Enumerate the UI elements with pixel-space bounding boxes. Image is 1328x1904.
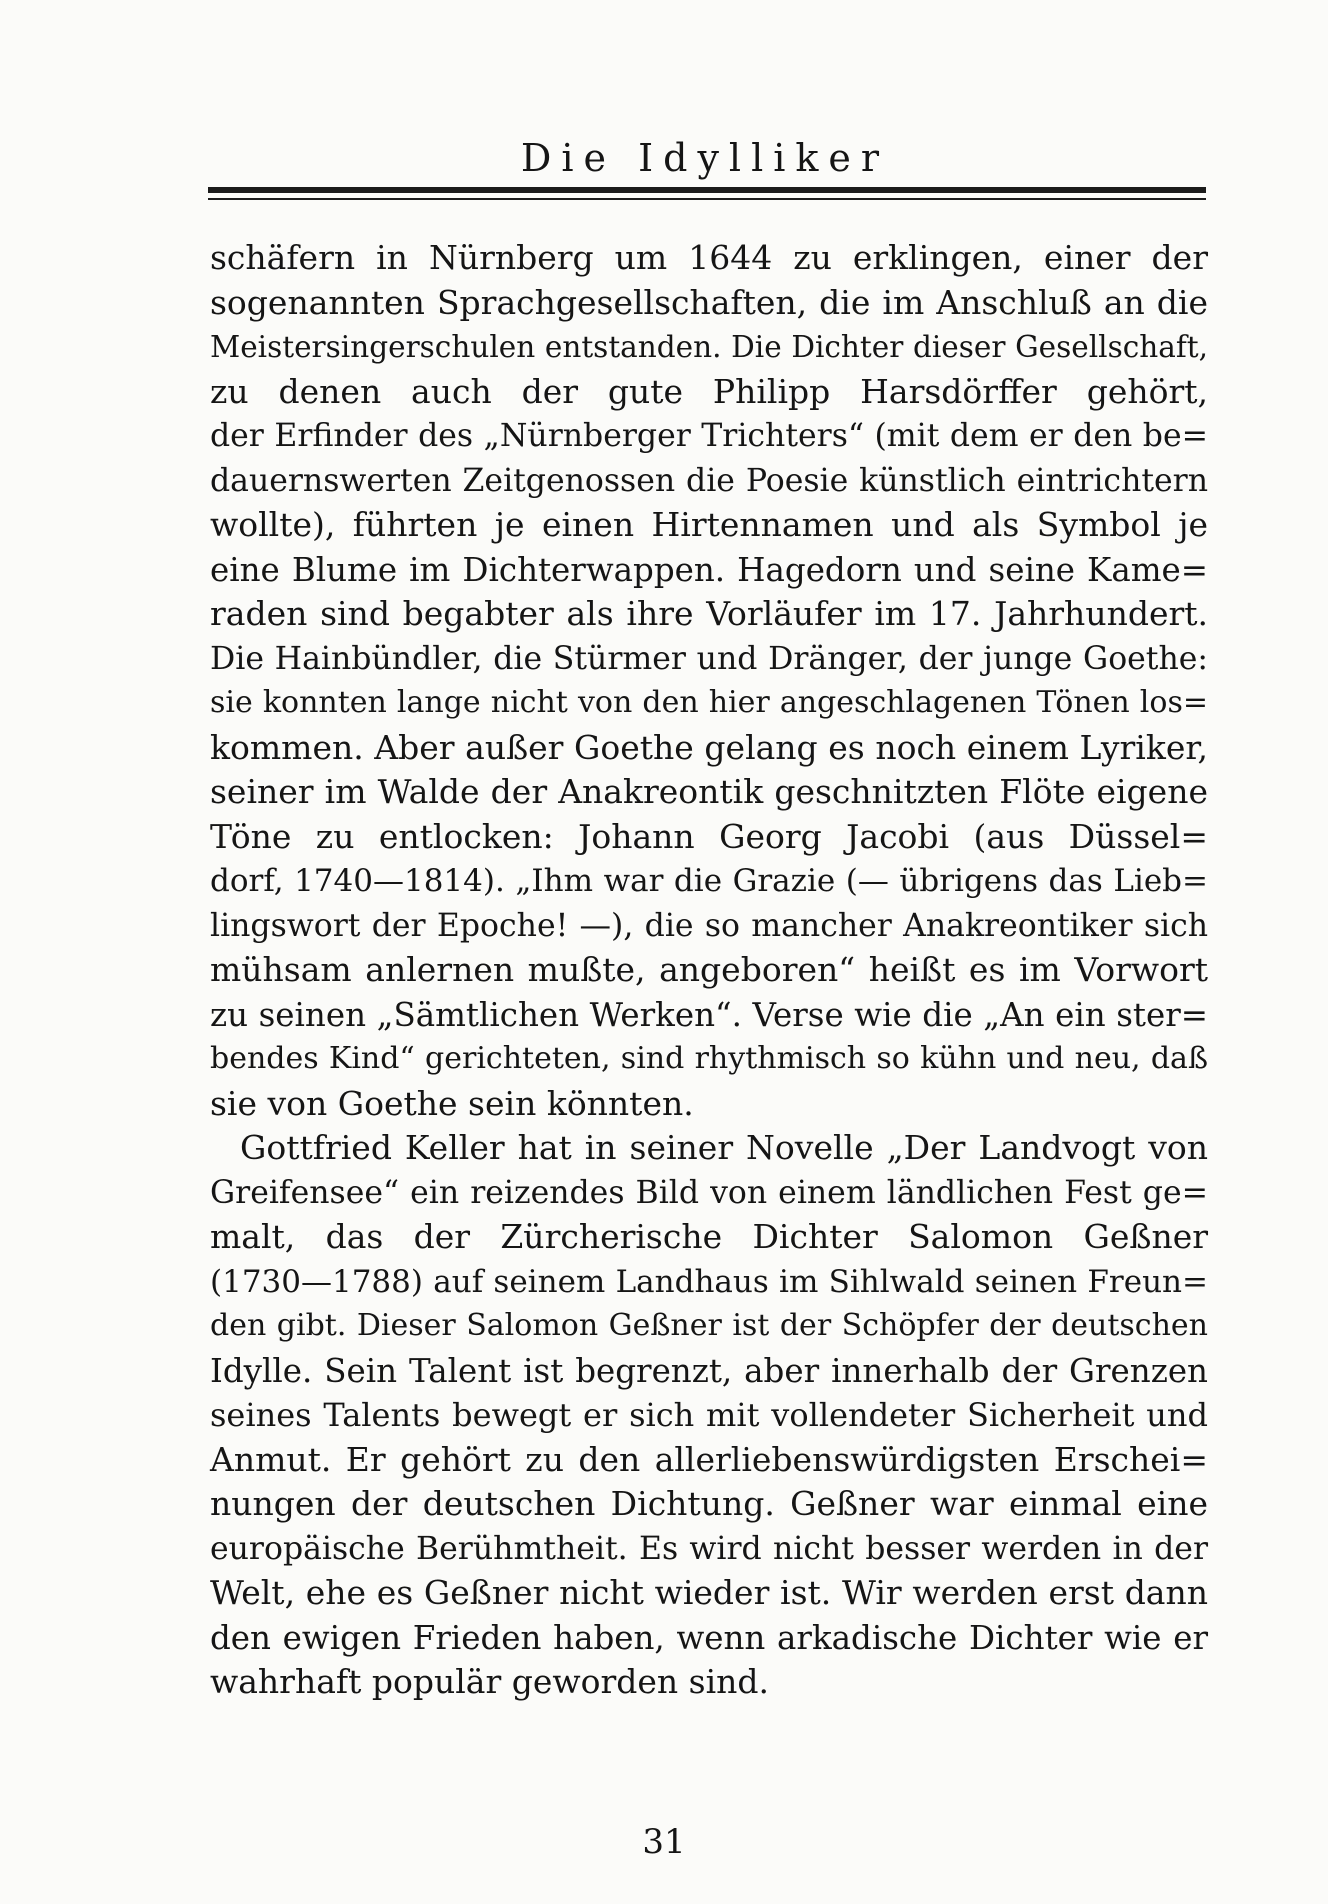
text-line: Töne zu entlocken: Johann Georg Jacobi (aus Düssel= <box>210 816 1208 856</box>
text-line: dauernswerten Zeitgenossen die Poesie künstlich eintrichtern <box>210 462 1208 499</box>
text-line: eine Blume im Dichterwappen. Hagedorn und seine Kame= <box>210 550 1208 589</box>
text-line: schäfern in Nürnberg um 1644 zu erklingen, einer der <box>210 238 1208 277</box>
header-rule-thin <box>208 198 1206 200</box>
text-line: wahrhaft populär geworden sind. <box>210 1662 770 1701</box>
text-line: bendes Kind“ gerichteten, sind rhythmisch so kühn und neu, daß <box>210 1041 1208 1076</box>
text-line: malt, das der Zürcherische Dichter Salomon Geßner <box>210 1217 1208 1256</box>
text-line: dorf, 1740—1814). „Ihm war die Grazie (— übrigens das Lieb= <box>210 863 1208 899</box>
body-text <box>210 236 1208 1705</box>
text-line: sie konnten lange nicht von den hier angeschlagenen Tönen los= <box>210 685 1208 720</box>
text-line: Idylle. Sein Talent ist begrenzt, aber innerhalb der Grenzen <box>210 1351 1208 1390</box>
text-line: raden sind begabter als ihre Vorläufer im 17. Jahrhundert. <box>210 594 1208 633</box>
text-line: zu denen auch der gute Philipp Harsdörffer gehört, <box>210 371 1208 411</box>
text-line: Meistersingerschulen entstanden. Die Dichter dieser Gesellschaft, <box>210 330 1208 364</box>
text-line: Gottfried Keller hat in seiner Novelle „Der Landvogt von <box>240 1128 1208 1167</box>
running-header-title: Die Idylliker <box>520 136 890 180</box>
text-line: zu seinen „Sämtlichen Werken“. Verse wie die „An ein ster= <box>210 995 1208 1034</box>
text-line: mühsam anlernen mußte, angeboren“ heißt es im Vorwort <box>210 950 1208 989</box>
paragraph <box>210 1126 1208 1705</box>
text-line: kommen. Aber außer Goethe gelang es noch einem Lyriker, <box>210 727 1208 767</box>
text-line: sie von Goethe sein könnten. <box>210 1083 694 1123</box>
text-line: seiner im Walde der Anakreontik geschnitzten Flöte eigene <box>210 772 1208 811</box>
text-line: nungen der deutschen Dichtung. Geßner war einmal eine <box>210 1484 1208 1523</box>
text-line: seines Talents bewegt er sich mit vollendeter Sicherheit und <box>210 1396 1208 1434</box>
page-number: 31 <box>642 1822 686 1862</box>
text-line: wollte), führten je einen Hirtennamen und als Symbol je <box>210 505 1208 544</box>
text-line: europäische Berühmtheit. Es wird nicht besser werden in der <box>210 1530 1208 1567</box>
text-line: lingswort der Epoche! —), die so mancher Anakreontiker sich <box>210 907 1208 944</box>
text-line: Die Hainbündler, die Stürmer und Dränger, der junge Goethe: <box>210 640 1208 677</box>
paragraph <box>210 236 1208 1126</box>
text-line: der Erfinder des „Nürnberger Trichters“ (mit dem er den be= <box>210 418 1208 454</box>
text-line: sogenannten Sprachgesellschaften, die im Anschluß an die <box>210 282 1208 322</box>
text-line: (1730—1788) auf seinem Landhaus im Sihlwald seinen Freun= <box>210 1263 1208 1300</box>
header-rule-thick <box>208 187 1206 193</box>
text-line: Anmut. Er gehört zu den allerliebenswürdigsten Erschei= <box>210 1439 1208 1479</box>
text-line: Greifensee“ ein reizendes Bild von einem ländlichen Fest ge= <box>210 1174 1208 1211</box>
text-line: den ewigen Frieden haben, wenn arkadische Dichter wie er <box>210 1618 1208 1657</box>
text-line: den gibt. Dieser Salomon Geßner ist der Schöpfer der deutschen <box>210 1308 1208 1343</box>
text-line: Welt, ehe es Geßner nicht wieder ist. Wir werden erst dann <box>210 1573 1208 1612</box>
